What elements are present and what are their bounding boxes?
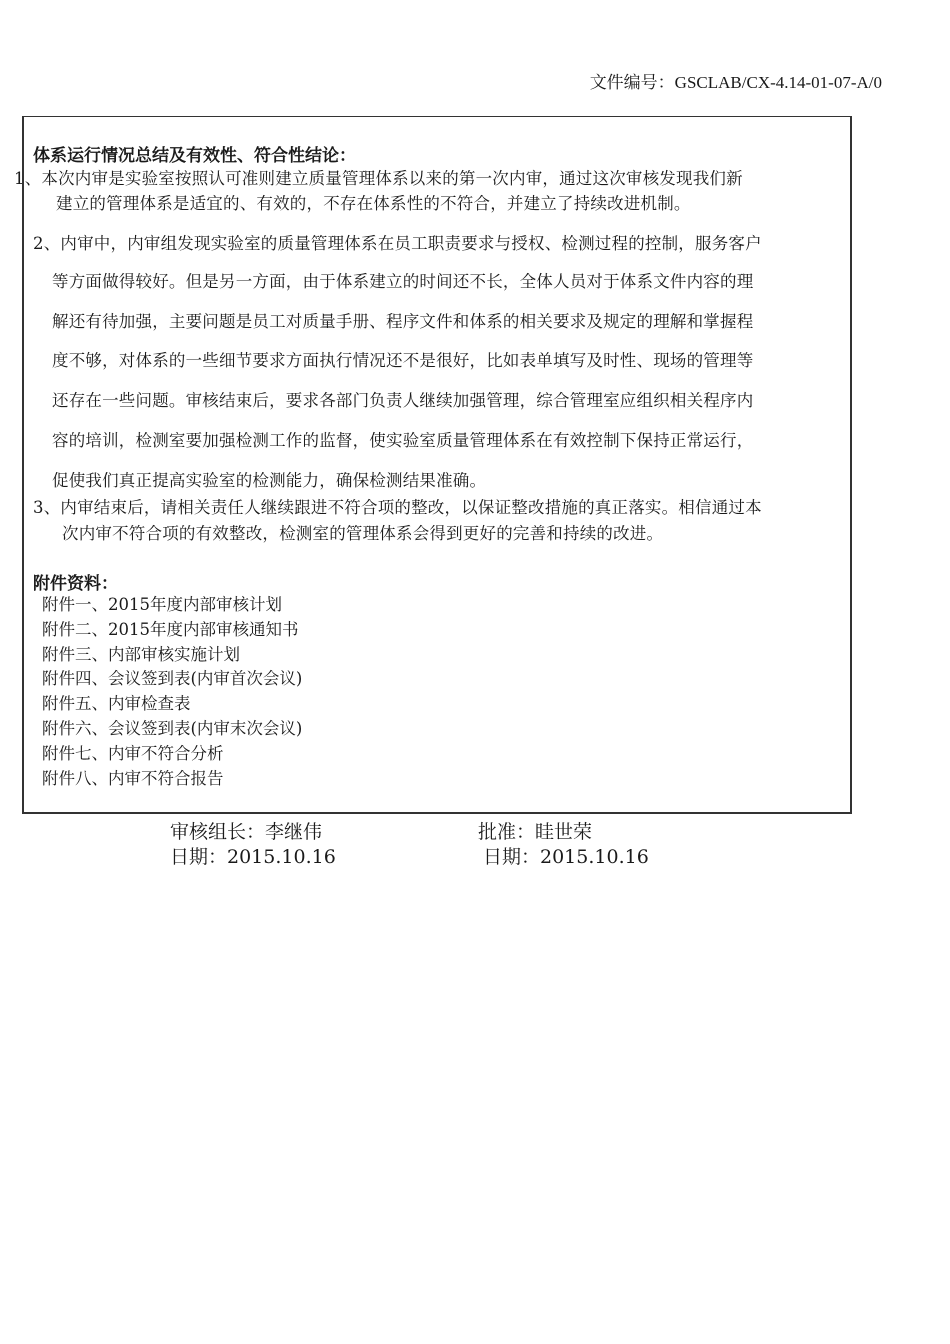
summary-item-2-line-1: 2、内审中，内审组发现实验室的质量管理体系在员工职责要求与授权、检测过程的控制，服务客户 — [33, 234, 762, 253]
summary-item-2-line-5: 还存在一些问题。审核结束后，要求各部门负责人继续加强管理，综合管理室应组织相关程序内 — [52, 391, 754, 410]
summary-item-2-line-4: 度不够，对体系的一些细节要求方面执行情况还不是很好，比如表单填写及时性、现场的管理等 — [52, 351, 754, 370]
approver-signature: 批准：眭世荣 — [478, 821, 593, 843]
audit-leader-signature: 审核组长：李继伟 — [170, 821, 323, 843]
document-number: 文件编号：GSCLAB/CX-4.14-01-07-A/0 — [589, 73, 882, 92]
attachments-heading: 附件资料： — [33, 574, 118, 594]
attachment-item: 附件六、会议签到表(内审末次会议) — [42, 718, 303, 738]
summary-item-3-line-1: 3、内审结束后，请相关责任人继续跟进不符合项的整改，以保证整改措施的真正落实。相信通过本 — [33, 498, 762, 517]
summary-item-3-line-2: 次内审不符合项的有效整改，检测室的管理体系会得到更好的完善和持续的改进。 — [62, 524, 664, 543]
attachment-item: 附件五、内审检查表 — [42, 694, 191, 714]
summary-item-1-line-2: 建立的管理体系是适宜的、有效的，不存在体系性的不符合，并建立了持续改进机制。 — [56, 194, 691, 213]
summary-item-1-line-1: 1、本次内审是实验室按照认可准则建立质量管理体系以来的第一次内审，通过这次审核发现我们新 — [14, 169, 743, 188]
approver-date: 日期：2015.10.16 — [483, 846, 649, 868]
attachment-item: 附件四、会议签到表(内审首次会议) — [42, 669, 303, 689]
attachment-item: 附件七、内审不符合分析 — [42, 743, 224, 763]
attachments-list — [42, 593, 302, 791]
summary-heading: 体系运行情况总结及有效性、符合性结论： — [33, 146, 356, 166]
attachment-item: 附件八、内审不符合报告 — [42, 768, 224, 788]
attachment-item: 附件三、内部审核实施计划 — [42, 644, 240, 664]
summary-item-2-line-3: 解还有待加强，主要问题是员工对质量手册、程序文件和体系的相关要求及规定的理解和掌握程 — [52, 312, 754, 331]
attachment-item: 附件二、2015年度内部审核通知书 — [42, 619, 299, 639]
summary-item-2-line-2: 等方面做得较好。但是另一方面，由于体系建立的时间还不长，全体人员对于体系文件内容的理 — [52, 272, 754, 291]
attachment-item: 附件一、2015年度内部审核计划 — [42, 595, 282, 614]
audit-leader-date: 日期：2015.10.16 — [170, 846, 336, 868]
summary-item-2-line-7: 促使我们真正提高实验室的检测能力，确保检测结果准确。 — [52, 471, 487, 490]
summary-item-2-line-6: 容的培训，检测室要加强检测工作的监督，使实验室质量管理体系在有效控制下保持正常运行， — [52, 431, 754, 450]
